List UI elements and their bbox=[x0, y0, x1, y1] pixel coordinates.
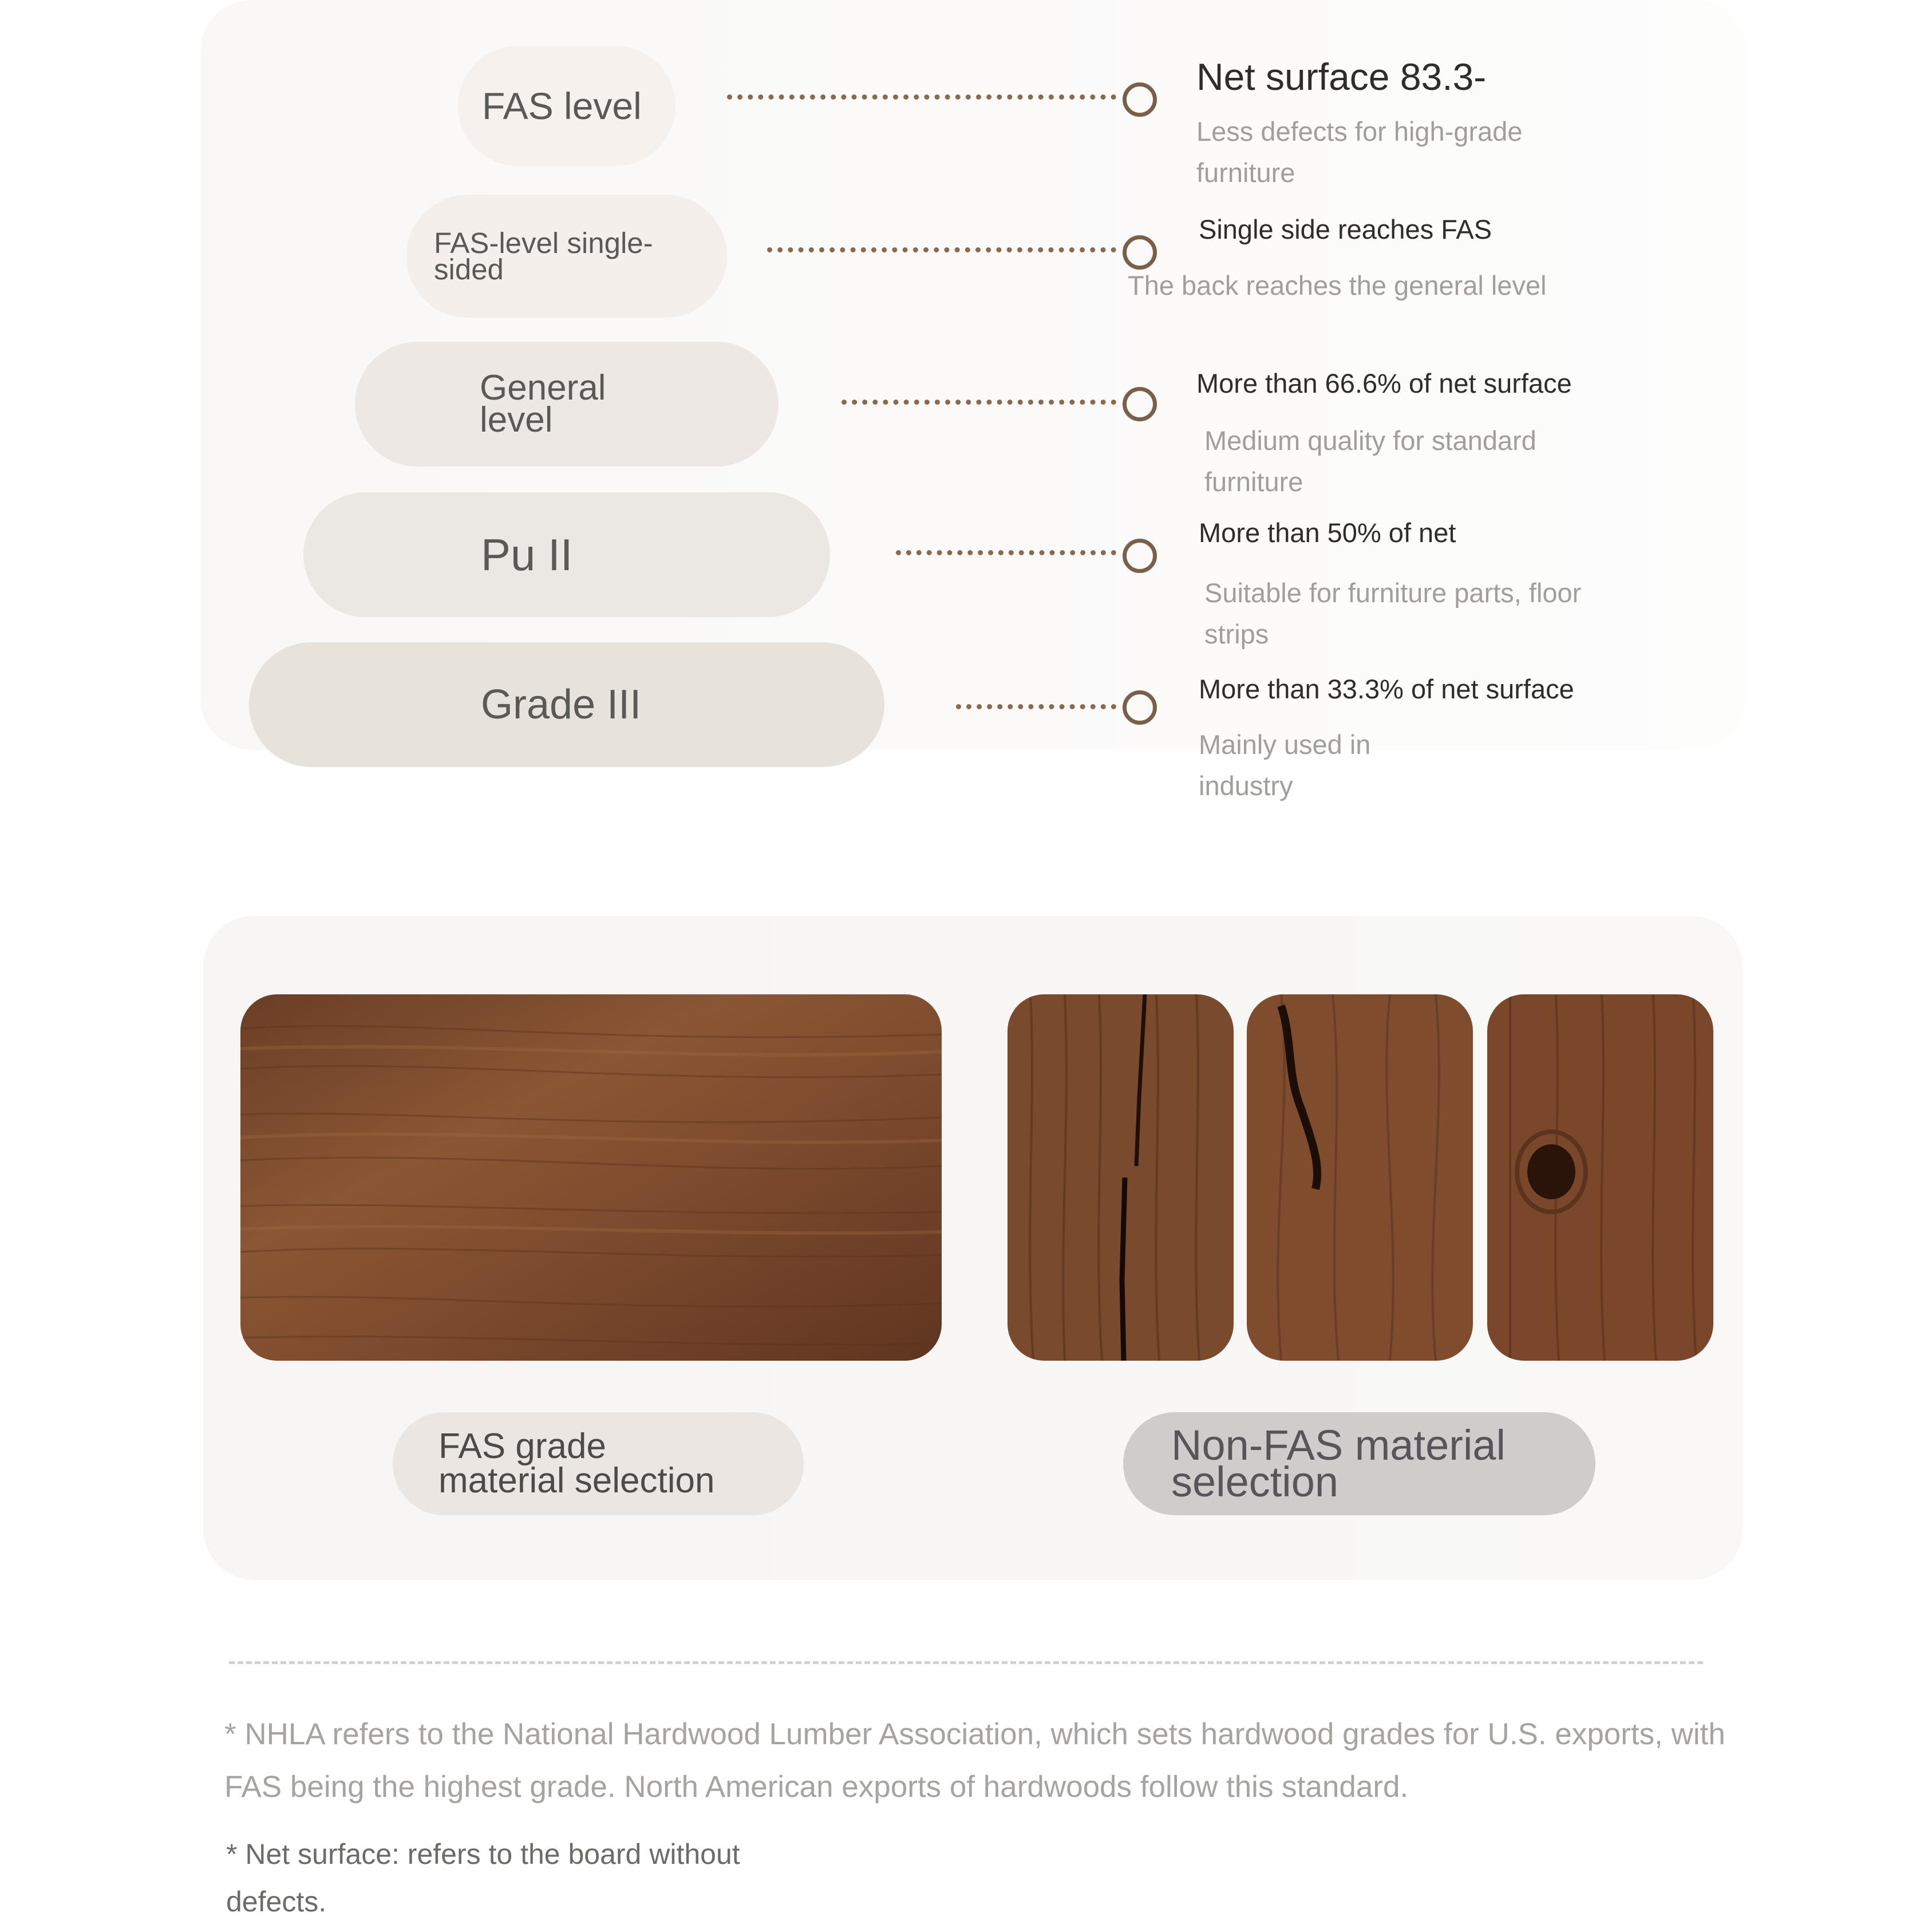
connector-dots bbox=[956, 704, 1116, 709]
non-fas-wood-sample-knot-image bbox=[1487, 994, 1713, 1361]
non-fas-wood-sample-crack-image bbox=[1008, 994, 1234, 1361]
fas-selection-label: FAS grade material selection bbox=[393, 1412, 804, 1515]
grade-description: Mainly used in industry bbox=[1199, 729, 1371, 801]
grade-description: Suitable for furniture parts, floor strips bbox=[1204, 578, 1582, 649]
non-fas-selection-label: Non-FAS material selection bbox=[1123, 1412, 1595, 1515]
grade-pill-fas bbox=[458, 46, 675, 166]
grade-pill-label: Grade III bbox=[481, 682, 642, 728]
grade-title: More than 66.6% of net surface bbox=[1196, 368, 1572, 398]
connector-dots bbox=[767, 247, 1116, 252]
grade-description: Medium quality for standard furniture bbox=[1204, 425, 1536, 497]
footnote-divider bbox=[229, 1661, 1703, 1664]
connector-dots bbox=[727, 94, 1116, 100]
grade-marker-circle bbox=[1123, 235, 1157, 270]
grade-pill-label: FAS-level single-sided bbox=[434, 226, 653, 286]
grade-marker-circle bbox=[1123, 82, 1157, 117]
grade-marker-circle bbox=[1123, 387, 1157, 421]
nhla-footnote: * NHLA refers to the National Hardwood Lumber Association, which sets hardwood grades for U.S. exports, with FAS being the highest grade. North American exports of hardwoods follow this standard. bbox=[224, 1717, 1725, 1804]
net-surface-footnote: * Net surface: refers to the board without defects. bbox=[226, 1838, 740, 1918]
grade-pill-label: General level bbox=[480, 368, 606, 440]
grade-title: More than 50% of net bbox=[1199, 517, 1456, 548]
grade-pill-label: FAS level bbox=[482, 85, 642, 127]
connector-dots bbox=[896, 550, 1116, 555]
grade-title: Net surface 83.3- bbox=[1196, 56, 1487, 98]
grade-marker-circle bbox=[1123, 539, 1157, 573]
grade-description: Less defects for high-grade furniture bbox=[1196, 116, 1523, 188]
grade-pill-general bbox=[355, 342, 779, 467]
connector-dots bbox=[841, 400, 1116, 405]
grade-title: More than 33.3% of net surface bbox=[1199, 674, 1574, 704]
grade-pill-grade-iii bbox=[249, 642, 884, 767]
grade-pill-pu-ii bbox=[303, 492, 830, 617]
grade-marker-circle bbox=[1123, 690, 1157, 725]
grade-title: Single side reaches FAS bbox=[1199, 214, 1492, 244]
grade-pill-label: Pu II bbox=[481, 530, 573, 580]
fas-wood-sample-image bbox=[240, 994, 942, 1361]
grade-pill-fas-single-sided bbox=[406, 195, 727, 318]
grade-description: The back reaches the general level bbox=[1128, 270, 1547, 301]
non-fas-wood-sample-streak-image bbox=[1247, 994, 1473, 1361]
